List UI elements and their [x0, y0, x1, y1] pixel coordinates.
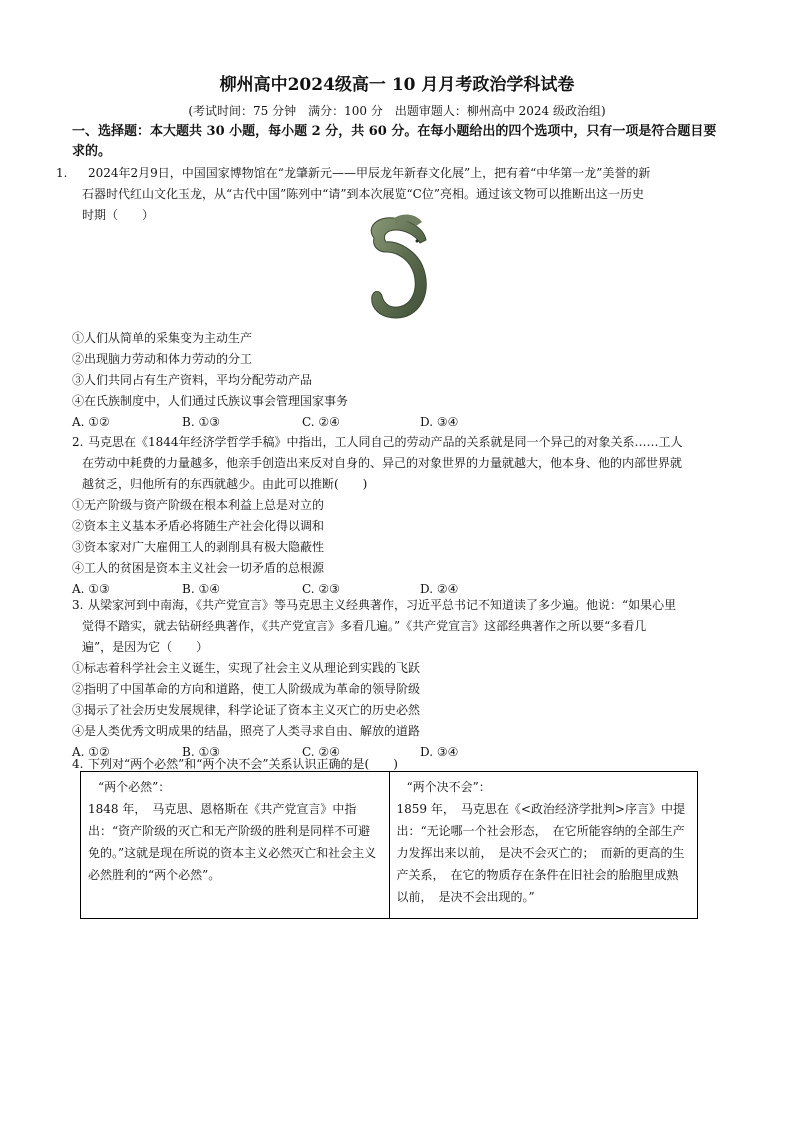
option-2: ②指明了中国革命的方向和道路，使工人阶级成为革命的领导阶级: [72, 682, 421, 696]
option-1: ①标志着科学社会主义诞生，实现了社会主义从理论到实践的飞跃: [72, 661, 421, 675]
choice-d[interactable]: D. ③④: [420, 415, 459, 429]
choice-a[interactable]: A. ①③: [72, 582, 110, 596]
option-3: ③人们共同占有生产资料，平均分配劳动产品: [72, 373, 313, 387]
option-2: ②资本主义基本矛盾必将随生产社会化得以调和: [72, 519, 325, 533]
page-title: 柳州高中2024级高一 10 月月考政治学科试卷: [219, 75, 575, 95]
cell-body: 1848 年， 马克思、恩格斯在《共产党宣言》中指出：“资产阶级的灭亡和无产阶级的胜利是同样不可避免的。”这就是现在所说的资本主义必然灭亡和社会主义必然胜利的“两个必然”。: [88, 802, 377, 882]
choice-b[interactable]: B. ①③: [182, 415, 220, 429]
question-1-options: [72, 328, 724, 432]
section-heading: 一、选择题：本大题共 30 小题，每小题 2 分，共 60 分。在每小题给出的四个选项中，只有一项是符合题目要求的。: [72, 124, 717, 159]
question-2: [72, 432, 724, 599]
answer-choices: [72, 412, 724, 432]
question-line: 觉得不踏实，就去钻研经典著作，《共产党宣言》多看几遍。”《共产党宣言》这部经典著作之所以要“多看几: [82, 619, 647, 633]
option-1: ①人们从简单的采集变为主动生产: [72, 331, 253, 345]
question-number: 2.: [72, 435, 84, 449]
choice-c[interactable]: C. ②④: [302, 415, 340, 429]
option-4: ④是人类优秀文明成果的结晶，照亮了人类寻求自由、解放的道路: [72, 724, 421, 738]
option-3: ③揭示了社会历史发展规律，科学论证了资本主义灭亡的历史必然: [72, 703, 421, 717]
cell-heading: “两个决不会”：: [406, 780, 491, 794]
question-line: 遍”，是因为它（ ）: [82, 640, 209, 654]
question-line: 时期（ ）: [82, 208, 155, 222]
cell-body: 1859 年， 马克思在《<政治经济学批判>序言》中提出：“无论哪一个社会形态， 在它所能容纳的全部生产力发挥出来以前， 是决不会灭亡的； 而新的更高的生产关系， 在它的物质存在条件在旧社会的胎胞里成熟以前， 是决不会出现的。”: [396, 802, 685, 904]
two-inevitables-cell: [81, 772, 390, 919]
question-line: 石器时代红山文化玉龙，从“古代中国”陈列中“请”到本次展览“C位”亮相。通过该文物可以推断出这一历史: [82, 187, 644, 201]
question-number: 3.: [72, 598, 84, 612]
question-line: 马克思在《1844年经济学哲学手稿》中指出，工人同自己的劳动产品的关系就是同一个异己的对象关系……工人: [88, 435, 683, 449]
option-3: ③资本家对广大雇佣工人的剥削具有极大隐蔽性: [72, 540, 325, 554]
option-4: ④在氏族制度中，人们通过氏族议事会管理国家事务: [72, 394, 349, 408]
choice-a[interactable]: A. ①②: [72, 745, 110, 759]
question-line: 2024年2月9日，中国国家博物馆在“龙肇新元——甲辰龙年新春文化展”上，把有着“中华第一龙”美誉的新: [88, 166, 651, 180]
question-line: 越贫乏，归他所有的东西就越少。由此可以推断( ): [82, 477, 368, 491]
choice-d[interactable]: D. ②④: [420, 582, 459, 596]
option-1: ①无产阶级与资产阶级在根本利益上总是对立的: [72, 498, 325, 512]
option-2: ②出现脑力劳动和体力劳动的分工: [72, 352, 253, 366]
choice-c[interactable]: C. ②④: [302, 745, 340, 759]
question-3: [72, 595, 724, 762]
cell-heading: “两个必然”：: [98, 780, 171, 794]
jade-dragon-image: [360, 210, 440, 324]
choice-b[interactable]: B. ①③: [182, 745, 220, 759]
choice-d[interactable]: D. ③④: [420, 745, 459, 759]
comparison-table: [80, 771, 698, 919]
two-never-cell: [389, 772, 698, 919]
question-line: 下列对“两个必然”和“两个决不会”关系认识正确的是( ): [88, 757, 398, 771]
question-line: 在劳动中耗费的力量越多，他亲手创造出来反对自身的、异己的对象世界的力量就越大，他本身、他的内部世界就: [82, 456, 683, 470]
question-number: 1.: [56, 166, 68, 180]
option-4: ④工人的贫困是资本主义社会一切矛盾的总根源: [72, 561, 325, 575]
choice-a[interactable]: A. ①②: [72, 415, 110, 429]
exam-info: (考试时间：75 分钟 满分：100 分 出题审题人：柳州高中 2024 级政治组): [188, 104, 606, 118]
choice-b[interactable]: B. ①④: [182, 582, 220, 596]
choice-c[interactable]: C. ②③: [302, 582, 340, 596]
question-number: 4.: [72, 757, 84, 771]
question-line: 从梁家河到中南海，《共产党宣言》等马克思主义经典著作，习近平总书记不知道读了多少遍。他说：“如果心里: [88, 598, 677, 612]
